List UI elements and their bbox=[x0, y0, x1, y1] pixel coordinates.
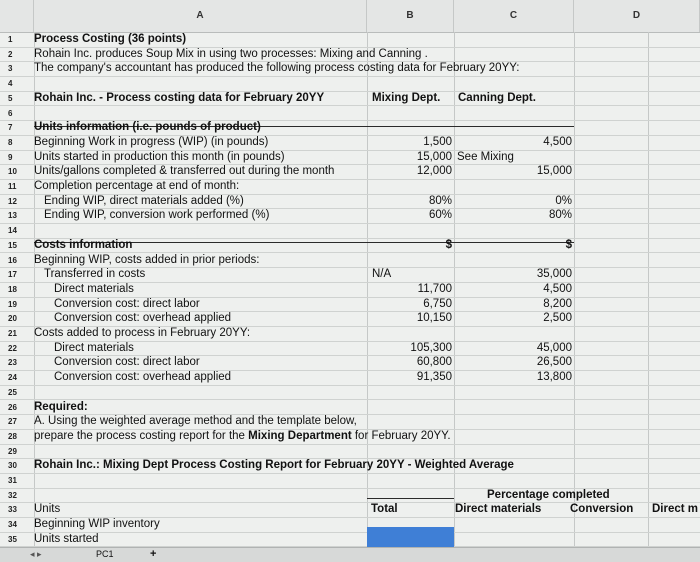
sheet-row-28[interactable] bbox=[0, 429, 700, 445]
cell-text[interactable]: The company's accountant has produced the following process costing data for February 20YY: bbox=[34, 62, 520, 75]
sheet-row-13[interactable] bbox=[0, 208, 700, 224]
row-number[interactable]: 24 bbox=[8, 373, 17, 383]
sheet-tab-bar bbox=[0, 547, 700, 562]
row-number[interactable]: 16 bbox=[8, 255, 17, 265]
cell-text[interactable]: Units information (i.e. pounds of product) bbox=[34, 121, 261, 134]
sheet-row-5[interactable] bbox=[0, 91, 700, 107]
cell-text[interactable]: 11,700 bbox=[417, 282, 452, 295]
row-number[interactable]: 1 bbox=[8, 35, 13, 44]
cell-text[interactable]: 0% bbox=[555, 194, 572, 207]
cell-text[interactable]: Ending WIP, direct materials added (%) bbox=[44, 194, 244, 207]
cell-text[interactable]: Completion percentage at end of month: bbox=[34, 180, 240, 192]
cell-text[interactable]: Direct m bbox=[652, 503, 699, 516]
sheet-row-33[interactable] bbox=[0, 502, 700, 518]
cell-text[interactable]: 4,500 bbox=[543, 282, 572, 295]
sheet-row-35[interactable] bbox=[0, 532, 700, 548]
row-number[interactable]: 28 bbox=[8, 431, 17, 441]
cell-text[interactable]: Conversion cost: overhead applied bbox=[54, 371, 232, 384]
row-number[interactable]: 23 bbox=[8, 358, 17, 368]
sheet-row-18[interactable] bbox=[0, 282, 700, 298]
sheet-row-7[interactable] bbox=[0, 120, 700, 136]
row-number[interactable]: 8 bbox=[8, 137, 13, 147]
sheet-row-2[interactable] bbox=[0, 47, 700, 63]
column-header-d[interactable]: D bbox=[574, 0, 700, 32]
cell-text[interactable]: Beginning Work in progress (WIP) (in pounds) bbox=[34, 135, 269, 148]
sheet-row-4[interactable] bbox=[0, 76, 700, 92]
cell-text[interactable]: $ bbox=[445, 238, 452, 251]
sheet-row-21[interactable] bbox=[0, 326, 700, 342]
cell-text[interactable]: 80% bbox=[548, 209, 572, 222]
column-header-c[interactable]: C bbox=[454, 0, 574, 32]
cell-text[interactable]: 60% bbox=[428, 209, 452, 222]
row-number[interactable]: 20 bbox=[8, 314, 17, 324]
row-number[interactable]: 19 bbox=[8, 299, 17, 309]
row-number[interactable]: 3 bbox=[8, 64, 13, 74]
cell-text[interactable]: Beginning WIP inventory bbox=[34, 518, 160, 531]
cell-text[interactable]: Percentage completed bbox=[487, 488, 610, 501]
sheet-row-22[interactable] bbox=[0, 341, 700, 357]
sheet-row-27[interactable] bbox=[0, 414, 700, 430]
row-number[interactable]: 13 bbox=[8, 211, 17, 221]
cell-text[interactable]: 80% bbox=[428, 194, 452, 207]
input-cell-total-beginning-wip[interactable] bbox=[367, 527, 454, 543]
sheet-row-30[interactable] bbox=[0, 458, 700, 474]
sheet-row-10[interactable] bbox=[0, 164, 700, 180]
cell-text[interactable]: 1,500 bbox=[423, 135, 452, 148]
row-number[interactable]: 26 bbox=[8, 402, 17, 412]
cell-text[interactable]: Direct materials bbox=[455, 503, 542, 516]
sheet-row-17[interactable] bbox=[0, 267, 700, 283]
sheet-row-24[interactable] bbox=[0, 370, 700, 386]
cell-text[interactable]: 10,150 bbox=[416, 312, 452, 325]
cell-text[interactable]: 45,000 bbox=[536, 341, 572, 354]
cell-text[interactable]: Ending WIP, conversion work performed (%) bbox=[44, 209, 270, 222]
sheet-row-16[interactable] bbox=[0, 253, 700, 269]
sheet-row-20[interactable] bbox=[0, 311, 700, 327]
cell-text[interactable]: Rohain Inc.: Mixing Dept Process Costing Report for February 20YY - Weighted Average bbox=[34, 459, 514, 472]
cell-text[interactable]: 15,000 bbox=[416, 150, 452, 163]
row-number[interactable]: 15 bbox=[8, 240, 17, 250]
sheet-row-19[interactable] bbox=[0, 297, 700, 313]
row-number[interactable]: 29 bbox=[8, 446, 17, 456]
cell-text[interactable]: Units started in production this month (in pounds) bbox=[34, 150, 285, 163]
row-number[interactable]: 33 bbox=[8, 505, 17, 515]
cell-text[interactable]: 26,500 bbox=[536, 356, 572, 369]
row-number[interactable]: 5 bbox=[8, 93, 13, 103]
cell-text[interactable]: Conversion bbox=[570, 503, 634, 516]
sheet-row-32[interactable] bbox=[0, 488, 700, 504]
cell-text[interactable]: 12,000 bbox=[416, 165, 452, 178]
cell-text[interactable]: 91,350 bbox=[416, 371, 452, 384]
row-number[interactable]: 6 bbox=[8, 108, 13, 118]
row-number[interactable]: 10 bbox=[8, 167, 17, 177]
cell-text[interactable]: Direct materials bbox=[54, 341, 134, 354]
cell-text[interactable]: Units started bbox=[34, 532, 99, 545]
row-number[interactable]: 34 bbox=[8, 520, 17, 530]
row-number[interactable]: 2 bbox=[8, 49, 13, 59]
cell-text[interactable]: Required: bbox=[34, 400, 88, 413]
cell-text[interactable]: Costs added to process in February 20YY: bbox=[34, 327, 251, 339]
sheet-row-23[interactable] bbox=[0, 355, 700, 371]
row-number[interactable]: 11 bbox=[8, 182, 17, 191]
cell-text[interactable]: Rohain Inc. - Process costing data for February 20YY bbox=[34, 91, 325, 104]
sheet-row-34[interactable] bbox=[0, 517, 700, 533]
cell-text[interactable]: Units bbox=[34, 503, 61, 516]
sheet-row-9[interactable] bbox=[0, 150, 700, 166]
cell-text[interactable]: Conversion cost: direct labor bbox=[54, 356, 200, 369]
row-number[interactable]: 25 bbox=[8, 387, 17, 397]
cell-text[interactable]: See Mixing bbox=[457, 150, 514, 163]
spreadsheet-grid bbox=[0, 32, 700, 547]
sheet-row-15[interactable] bbox=[0, 238, 700, 254]
cell-text[interactable]: 15,000 bbox=[536, 165, 572, 178]
cell-text[interactable]: Beginning WIP, costs added in prior periods: bbox=[34, 253, 260, 266]
row-number[interactable]: 18 bbox=[8, 284, 17, 294]
row-number[interactable]: 4 bbox=[8, 79, 13, 89]
sheet-row-25[interactable] bbox=[0, 385, 700, 401]
row-number[interactable]: 7 bbox=[8, 123, 13, 133]
sheet-row-12[interactable] bbox=[0, 194, 700, 210]
cell-text[interactable]: Process Costing (36 points) bbox=[34, 33, 187, 45]
cell-text[interactable]: N/A bbox=[372, 268, 392, 281]
cell-text[interactable]: Total bbox=[371, 503, 398, 516]
cell-text[interactable]: Rohain Inc. produces Soup Mix in using two processes: Mixing and Canning . bbox=[34, 47, 428, 60]
sheet-row-8[interactable] bbox=[0, 135, 700, 151]
column-header-a[interactable]: A bbox=[34, 0, 367, 32]
cell-text[interactable]: 105,300 bbox=[410, 341, 452, 354]
cell-text[interactable]: 35,000 bbox=[536, 268, 572, 281]
cell-text[interactable]: Costs information bbox=[34, 238, 133, 251]
row-number[interactable]: 12 bbox=[8, 196, 17, 206]
column-header-bar bbox=[0, 0, 700, 33]
sheet-tab-pc1[interactable]: PC1 bbox=[96, 549, 114, 559]
cell-text[interactable]: Conversion cost: overhead applied bbox=[54, 312, 232, 325]
cell-text[interactable]: 6,750 bbox=[423, 297, 452, 310]
add-sheet-button[interactable]: + bbox=[150, 548, 157, 560]
row-number[interactable]: 35 bbox=[8, 534, 17, 544]
cell-text[interactable]: Transferred in costs bbox=[44, 268, 146, 281]
sheet-row-26[interactable] bbox=[0, 400, 700, 416]
row-number[interactable]: 17 bbox=[8, 270, 17, 280]
row-number[interactable]: 32 bbox=[8, 490, 17, 500]
sheet-row-31[interactable] bbox=[0, 473, 700, 489]
column-header-b[interactable]: B bbox=[367, 0, 454, 32]
cell-text[interactable]: Units/gallons completed & transferred out during the month bbox=[34, 165, 335, 178]
cell-text[interactable]: Canning Dept. bbox=[458, 91, 536, 104]
row-number[interactable]: 30 bbox=[8, 461, 17, 471]
sheet-row-11[interactable] bbox=[0, 179, 700, 195]
sheet-row-3[interactable] bbox=[0, 61, 700, 77]
cell-text[interactable]: Mixing Dept. bbox=[372, 91, 441, 104]
scroll-arrows-icon[interactable]: ◂ ▸ bbox=[30, 549, 42, 559]
row-number[interactable]: 9 bbox=[8, 152, 13, 162]
select-all-corner[interactable] bbox=[0, 0, 34, 32]
row-number[interactable]: 22 bbox=[8, 343, 17, 353]
cell-text[interactable]: Conversion cost: direct labor bbox=[54, 297, 200, 310]
sheet-row-29[interactable] bbox=[0, 444, 700, 460]
cell-text[interactable]: A. Using the weighted average method and the template below, bbox=[34, 415, 357, 428]
sheet-row-6[interactable] bbox=[0, 106, 700, 122]
row-number[interactable]: 31 bbox=[8, 476, 17, 485]
cell-text[interactable]: 8,200 bbox=[543, 297, 572, 310]
cell-text[interactable]: Direct materials bbox=[54, 282, 134, 295]
cell-text[interactable]: 60,800 bbox=[416, 356, 452, 369]
cell-text[interactable]: 2,500 bbox=[543, 312, 572, 325]
cell-text[interactable]: prepare the process costing report for the Mixing Department for February 20YY. bbox=[34, 429, 451, 442]
sheet-row-1[interactable] bbox=[0, 32, 700, 48]
sheet-row-14[interactable] bbox=[0, 223, 700, 239]
row-number[interactable]: 27 bbox=[8, 417, 17, 427]
cell-text[interactable]: 13,800 bbox=[536, 371, 572, 384]
row-number[interactable]: 14 bbox=[8, 226, 17, 236]
row-number[interactable]: 21 bbox=[8, 329, 17, 338]
cell-text[interactable]: 4,500 bbox=[543, 135, 572, 148]
cell-text[interactable]: $ bbox=[565, 238, 572, 251]
